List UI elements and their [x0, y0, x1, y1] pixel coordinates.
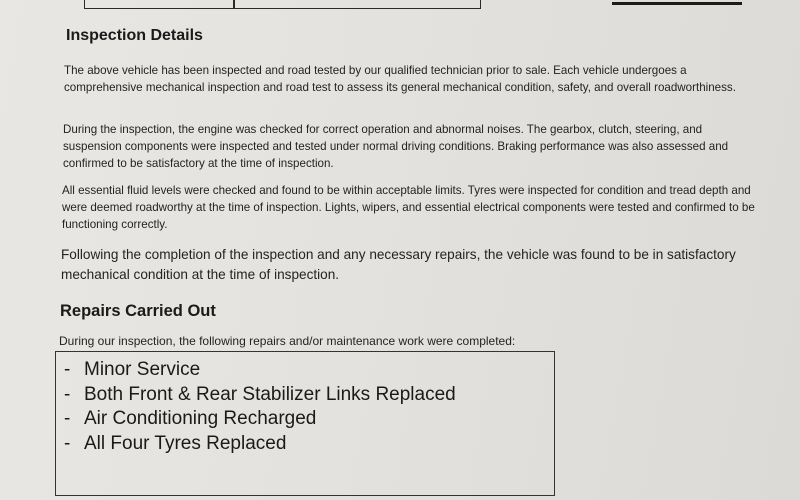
- repair-bullet: -: [64, 359, 71, 380]
- inspection-conclusion: Following the completion of the inspection and any necessary repairs, the vehicle was found to be in satisfactory mechanical condition at the time of inspection.: [61, 247, 736, 282]
- repairs-list: [56, 352, 554, 456]
- repair-item-text: All Four Tyres Replaced: [84, 432, 287, 454]
- top-right-mark: [612, 0, 742, 5]
- repair-item-text: Air Conditioning Recharged: [84, 408, 317, 429]
- repair-item-text: Minor Service: [84, 359, 201, 380]
- top-table-box: [84, 0, 481, 9]
- inspection-paragraph-3: All essential fluid levels were checked and found to be within acceptable limits. Tyres were inspected for condition and tread depth and were deemed roadworthy at the time of inspection. Lights, wipers, and essential electrical components were tested and confirmed to be functioning correctly.: [62, 184, 755, 231]
- repair-bullet: -: [64, 383, 71, 405]
- repair-bullet: -: [64, 408, 71, 429]
- repair-item: [64, 432, 554, 457]
- repair-item: [64, 407, 554, 432]
- repair-bullet: -: [64, 432, 71, 454]
- top-table-divider: [233, 0, 235, 8]
- repairs-heading: Repairs Carried Out: [60, 302, 216, 320]
- inspection-paragraph-1: The above vehicle has been inspected and road tested by our qualified technician prior to sale. Each vehicle undergoes a comprehensive mechanical inspection and road test to assess its general mechanical condition, safety, and overall roadworthiness.: [64, 64, 736, 94]
- repairs-intro: During our inspection, the following repairs and/or maintenance work were completed:: [59, 334, 516, 348]
- repair-item-text: Both Front & Rear Stabilizer Links Replaced: [84, 383, 456, 405]
- repair-item: [64, 383, 554, 408]
- repairs-box: [55, 351, 555, 496]
- inspection-details-heading: Inspection Details: [66, 27, 203, 44]
- repair-item: [64, 358, 554, 383]
- inspection-paragraph-2: During the inspection, the engine was checked for correct operation and abnormal noises. The gearbox, clutch, steering, and suspension components were inspected and tested under normal driving conditions. Braking performance was also assessed and confirmed to be satisfactory at the time of inspection.: [63, 123, 729, 170]
